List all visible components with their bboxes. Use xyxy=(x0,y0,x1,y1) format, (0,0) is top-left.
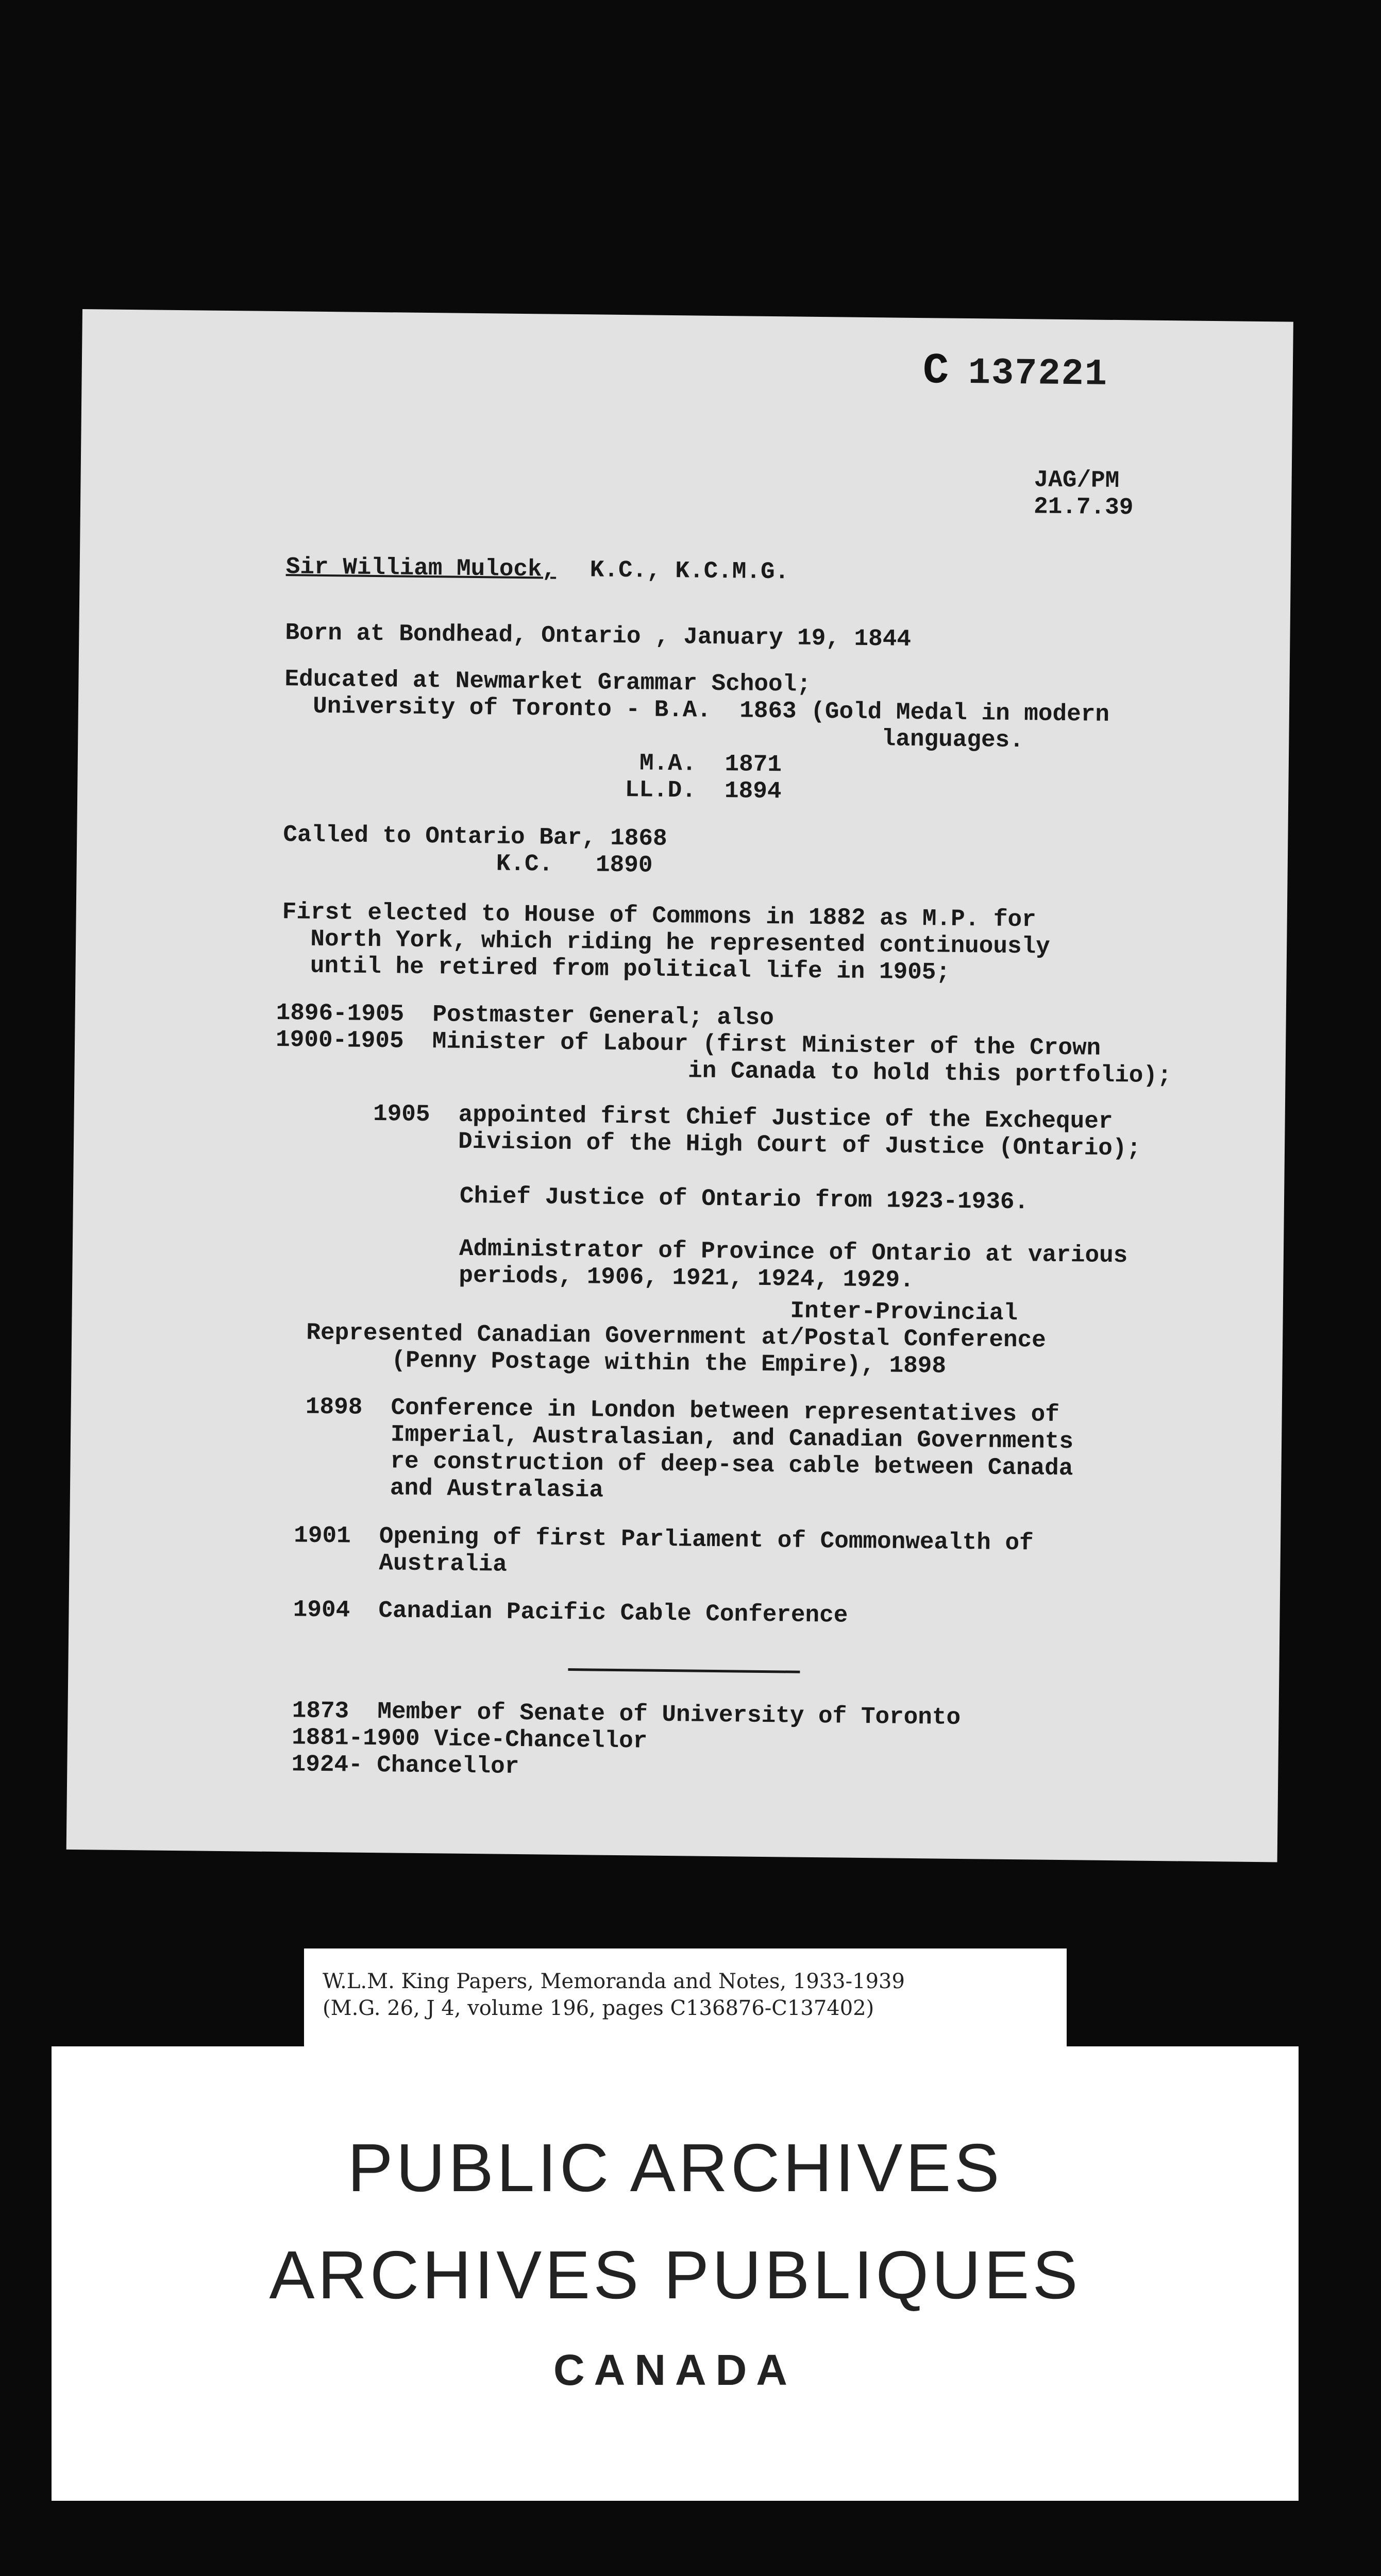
education-line: University of Toronto - B.A. 1863 (Gold Medal in modern xyxy=(284,692,1110,728)
education-line: Educated at Newmarket Grammar School; xyxy=(284,666,812,698)
cable-1904-line: 1904 Canadian Pacific Cable Conference xyxy=(264,1596,848,1629)
commons-line: until he retired from political life in 1905; xyxy=(281,952,951,986)
initials: JAG/PM xyxy=(1034,466,1120,495)
conference-1898-line: 1898 Conference in London between representatives of xyxy=(277,1393,1060,1428)
archives-country: CANADA xyxy=(553,2346,797,2394)
postal-line: Inter-Provincial xyxy=(278,1292,1018,1327)
postal-line: (Penny Postage within the Empire), 1898 xyxy=(277,1346,947,1380)
bar-line: K.C. 1890 xyxy=(282,848,653,879)
conference-1898-line: re construction of deep-sea cable between Canada xyxy=(276,1447,1073,1482)
education-line: M.A. 1871 xyxy=(283,746,782,778)
university-line: 1873 Member of Senate of University of Toronto xyxy=(263,1697,961,1731)
career-line: 1896-1905 Postmaster General; also xyxy=(276,999,774,1032)
c-stamp-icon: C xyxy=(922,347,949,396)
parliament-1901-line: Australia xyxy=(265,1548,508,1578)
archives-banner xyxy=(52,2046,1299,2501)
subject-name: Sir William Mulock, xyxy=(285,553,557,583)
memo-date: 21.7.39 xyxy=(1033,493,1134,521)
commons-line: North York, which riding he represented continuously xyxy=(281,925,1051,960)
administrator-line: periods, 1906, 1921, 1924, 1929. xyxy=(459,1262,914,1294)
university-line: 1881-1900 Vice-Chancellor xyxy=(263,1723,648,1755)
commons-line: First elected to House of Commons in 1882 as M.P. for xyxy=(282,899,1037,934)
bar-line: Called to Ontario Bar, 1868 xyxy=(283,821,667,852)
parliament-1901-line: 1901 Opening of first Parliament of Commonwealth of xyxy=(265,1521,1034,1557)
justice-line: 1905 appointed first Chief Justice of the Exchequer xyxy=(316,1099,1113,1136)
conference-1898-line: Imperial, Australasian, and Canadian Governments xyxy=(276,1420,1074,1455)
divider-rule xyxy=(568,1668,800,1673)
career-line: in Canada to hold this portfolio); xyxy=(275,1053,1172,1090)
birth-line: Born at Bondhead, Ontario , January 19, 1844 xyxy=(285,619,912,653)
administrator-line: Administrator of Province of Ontario at various xyxy=(459,1235,1128,1269)
collection-label-line: W.L.M. King Papers, Memoranda and Notes, 1933-1939 xyxy=(323,1970,905,1993)
chief-justice-line: Chief Justice of Ontario from 1923-1936. xyxy=(459,1182,1029,1216)
subject-honours: K.C., K.C.M.G. xyxy=(590,556,789,586)
university-line: 1924- Chancellor xyxy=(263,1750,519,1781)
archives-title-french: ARCHIVES PUBLIQUES xyxy=(269,2237,1081,2313)
collection-label-line: (M.G. 26, J 4, volume 196, pages C136876-C137402) xyxy=(323,1996,874,2020)
archives-title-english: PUBLIC ARCHIVES xyxy=(347,2130,1003,2206)
reference-number: 137221 xyxy=(968,352,1108,396)
collection-label xyxy=(304,1948,1067,2046)
justice-line: Division of the High Court of Justice (Ontario); xyxy=(315,1126,1141,1162)
education-line: languages. xyxy=(284,719,1024,754)
document-page xyxy=(66,309,1293,1862)
education-line: LL.D. 1894 xyxy=(283,773,782,805)
career-line: 1900-1905 Minister of Labour (first Minister of the Crown xyxy=(275,1026,1101,1062)
postal-line: Represented Canadian Government at/Postal Conference xyxy=(277,1319,1047,1354)
conference-1898-line: and Australasia xyxy=(276,1473,604,1504)
